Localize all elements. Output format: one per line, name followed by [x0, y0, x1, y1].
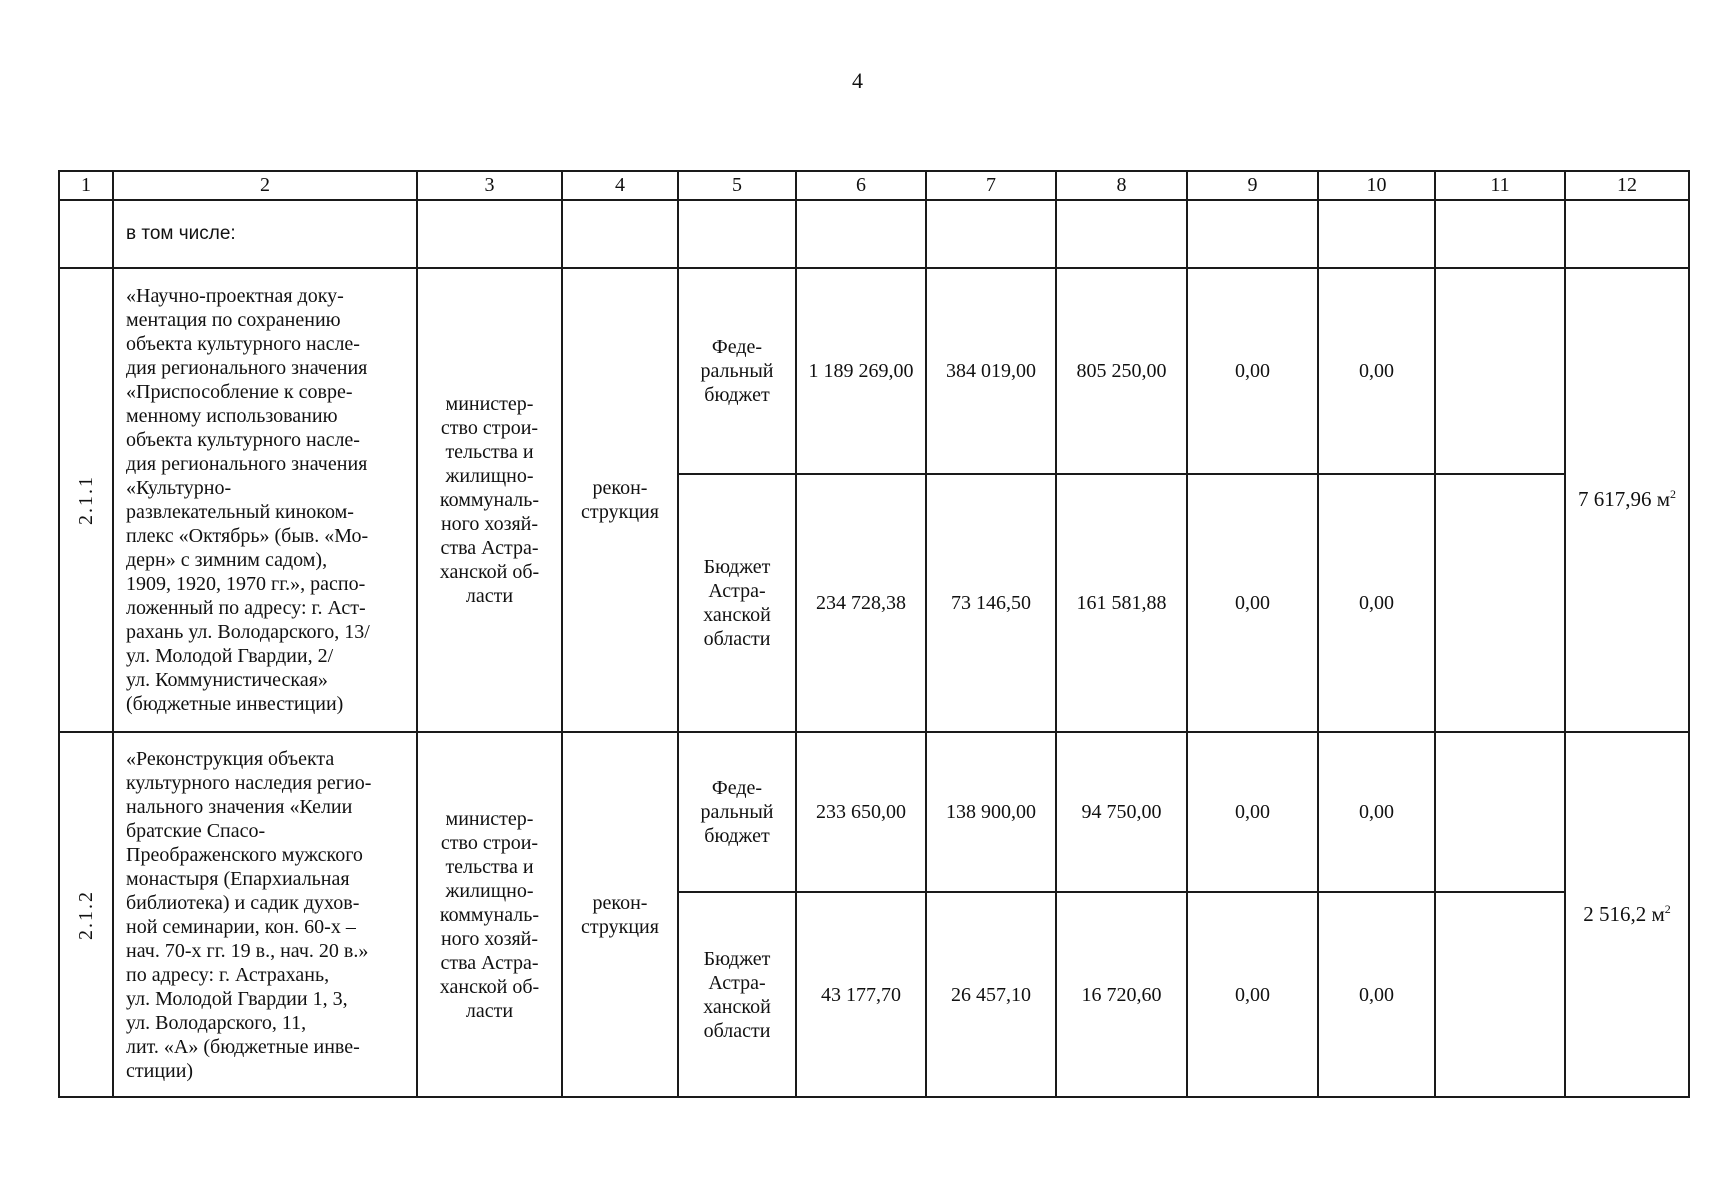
page-number: 4 — [852, 68, 863, 93]
object-name: «Научно-проектная доку- ментация по сохранению объекта культурного насле- дия регионального значения «Приспособление к совре- менному использованию объекта культурного насле- дия регионального значения «Культурно- развлекательный кинoком- плекс «Октябрь» (быв. «Мо- дерн» с зимним садом), 1909, 1920, 1970 гг.», распо- ложенный по адресу: г. Аст- рахань ул. Володарского, 13/ ул. Молодой Гвардии, 2/ ул. Коммунистическая» (бюджетные инвестиции) — [113, 268, 417, 732]
amount-col9: 0,00 — [1187, 892, 1318, 1097]
amount-col11 — [1435, 892, 1565, 1097]
amount-col9: 0,00 — [1187, 268, 1318, 474]
column-number: 4 — [562, 171, 678, 200]
object-name: «Реконструкция объекта культурного наследия регио- нального значения «Келии братские Спасо- Преображенского мужского монастыря (Епархиальная библиотека) и садик духов- ной семинарии, кон. 60-х – нач. 70-х гг. 19 в., нач. 20 в.» по адресу: г. Астрахань, ул. Молодой Гвардии 1, 3, ул. Володарского, 11, лит. «А» (бюджетные инве- стиции) — [113, 732, 417, 1097]
area-unit-power: 2 — [1670, 487, 1677, 502]
amount-col7: 138 900,00 — [926, 732, 1056, 892]
amount-total: 1 189 269,00 — [796, 268, 926, 474]
column-number: 8 — [1056, 171, 1187, 200]
column-number: 9 — [1187, 171, 1318, 200]
amount-col10: 0,00 — [1318, 892, 1435, 1097]
amount-total: 43 177,70 — [796, 892, 926, 1097]
amount-col9: 0,00 — [1187, 474, 1318, 732]
amount-col11 — [1435, 268, 1565, 474]
funding-source: Феде- ральный бюджет — [678, 732, 796, 892]
amount-col10: 0,00 — [1318, 268, 1435, 474]
table-row — [59, 268, 1689, 474]
column-number: 5 — [678, 171, 796, 200]
row-number: 2.1.2 — [75, 889, 97, 940]
amount-col7: 73 146,50 — [926, 474, 1056, 732]
work-type: рекон- струкция — [562, 268, 678, 732]
column-number: 3 — [417, 171, 562, 200]
amount-total: 234 728,38 — [796, 474, 926, 732]
row-number-cell — [59, 732, 113, 1097]
amount-col8: 94 750,00 — [1056, 732, 1187, 892]
area-value: 7 617,96 м — [1577, 487, 1671, 512]
amount-col9: 0,00 — [1187, 732, 1318, 892]
column-number: 1 — [59, 171, 113, 200]
column-number: 12 — [1565, 171, 1689, 200]
amount-col7: 26 457,10 — [926, 892, 1056, 1097]
area-unit-power: 2 — [1664, 901, 1671, 916]
amount-col7: 384 019,00 — [926, 268, 1056, 474]
amount-col8: 805 250,00 — [1056, 268, 1187, 474]
amount-col11 — [1435, 732, 1565, 892]
table-row — [59, 732, 1689, 892]
subheader-label: в том числе: — [113, 200, 417, 268]
column-number: 7 — [926, 171, 1056, 200]
area-value: 2 516,2 м — [1583, 901, 1665, 926]
amount-total: 233 650,00 — [796, 732, 926, 892]
funding-source: Бюджет Астра- ханской области — [678, 892, 796, 1097]
program-table — [58, 170, 1690, 1098]
column-number-row — [59, 171, 1689, 200]
amount-col10: 0,00 — [1318, 474, 1435, 732]
column-number: 6 — [796, 171, 926, 200]
amount-col8: 16 720,60 — [1056, 892, 1187, 1097]
column-number: 10 — [1318, 171, 1435, 200]
amount-col11 — [1435, 474, 1565, 732]
column-number: 11 — [1435, 171, 1565, 200]
funding-source: Бюджет Астра- ханской области — [678, 474, 796, 732]
amount-col10: 0,00 — [1318, 732, 1435, 892]
row-number: 2.1.1 — [75, 475, 97, 525]
funding-source: Феде- ральный бюджет — [678, 268, 796, 474]
row-number-cell — [59, 268, 113, 732]
executor: министер- ство строи- тельства и жилищно- коммуналь- ного хозяй- ства Астра- ханской об- ласти — [417, 732, 562, 1097]
work-type: рекон- струкция — [562, 732, 678, 1097]
column-number: 2 — [113, 171, 417, 200]
area-cell — [1565, 732, 1689, 1097]
subheader-row — [59, 200, 1689, 268]
area-cell — [1565, 268, 1689, 732]
executor: министер- ство строи- тельства и жилищно- коммуналь- ного хозяй- ства Астра- ханской об- ласти — [417, 268, 562, 732]
amount-col8: 161 581,88 — [1056, 474, 1187, 732]
